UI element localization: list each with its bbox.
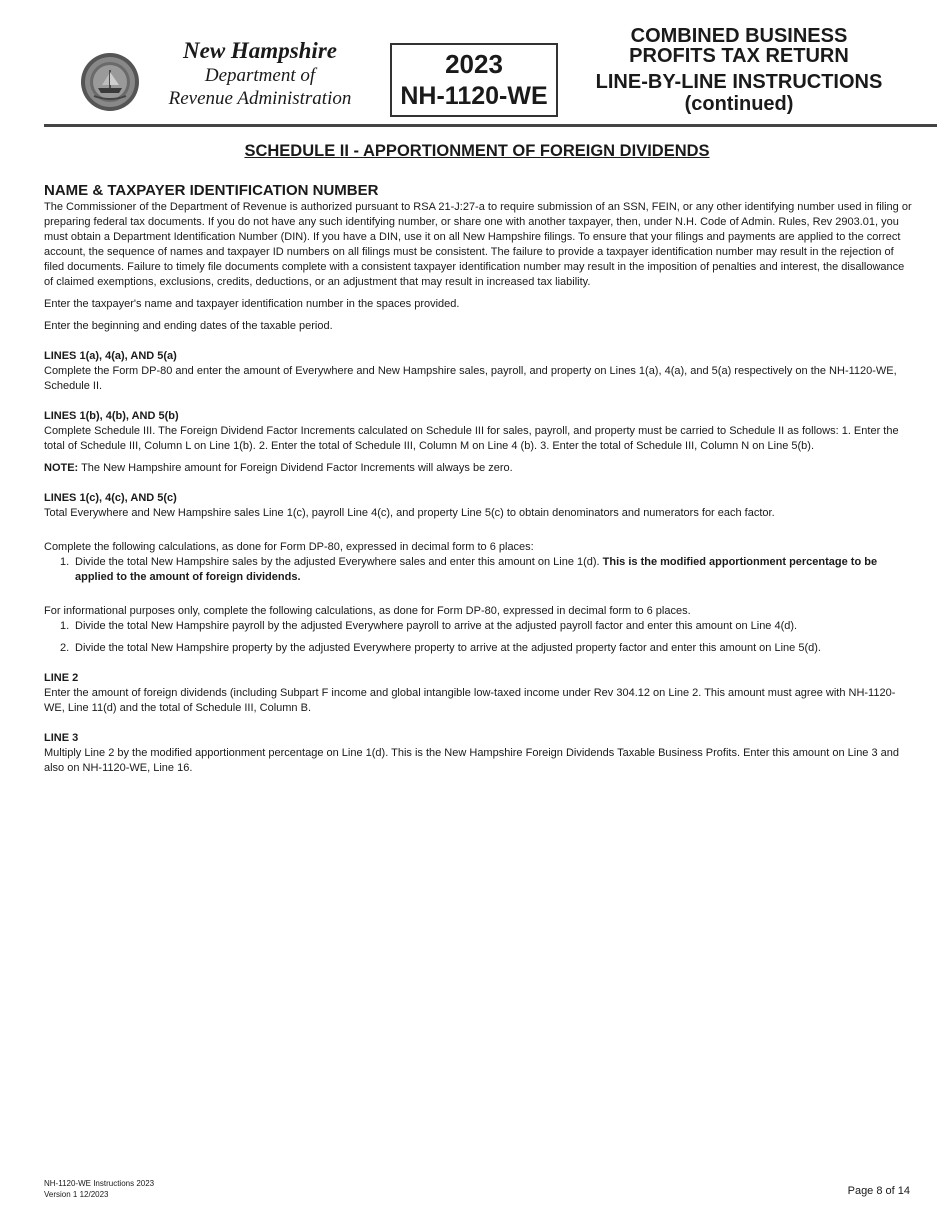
footer-doc-name: NH-1120-WE Instructions 2023 [44, 1179, 155, 1188]
form-number: NH-1120-WE [400, 82, 548, 110]
lines-1c-text: Total Everywhere and New Hampshire sales Line 1(c), payroll Line 4(c), and property Line 5(c) to obtain denominators and numerators for each factor. [44, 507, 775, 519]
title-line-1: COMBINED BUSINESS [630, 25, 848, 47]
list-item-text: Divide the total New Hampshire payroll by the adjusted Everywhere payroll to arrive at the adjusted payroll factor and enter this amount on Line 4(d). [75, 620, 798, 632]
name-section-paragraph: The Commissioner of the Department of Revenue is authorized pursuant to RSA 21-J:27-a to require submission of an SSN, FEIN, or any other identifying number used in filing or preparing federal tax documents. If you do not have any such identifying number, or share one with another taxpayer, then, under N.H. Code of Admin. Rules, Rev 2903.01, you must obtain a Department Identification Number (DIN). If you have a DIN, use it on all New Hampshire filings. To ensure that your filings and payments are applied to the correct account, the sequence of names and taxpayer ID numbers on all filings must be consistent. The failure to provide a taxpayer identification number may result in the rejection of filed documents. Failure to timely file documents complete with a consistent taxpayer identification number may result in the imposition of penalties and interest, the disallowance of claimed exemptions, exclusions, credits, deductions, or an adjustment that may result in increased tax liability. [44, 201, 912, 288]
lines-1a-text: Complete the Form DP-80 and enter the amount of Everywhere and New Hampshire sales, payroll, and property on Lines 1(a), 4(a), and 5(a) respectively on the NH-1120-WE, Schedule II. [44, 365, 897, 392]
info-intro: For informational purposes only, complete the following calculations, as done for Form DP-80, expressed in decimal form to 6 places. [44, 605, 691, 617]
state-seal-icon [80, 52, 140, 112]
lines-1b-text: Complete Schedule III. The Foreign Dividend Factor Increments calculated on Schedule III for sales, payroll, and property must be carried to Schedule II as follows: 1. Enter the total of Schedule III, Column L on Line 1(b). 2. Enter the total of Schedule III, Column M on Line 4 (b). 3. Enter the total of Schedule III, Column N on Line 5(b). [44, 425, 899, 452]
lines-1b-heading: LINES 1(b), 4(b), AND 5(b) [44, 410, 179, 422]
name-section-heading: NAME & TAXPAYER IDENTIFICATION NUMBER [44, 182, 379, 199]
period-instruction: Enter the beginning and ending dates of the taxable period. [44, 320, 333, 332]
department-line-2: Revenue Administration [168, 88, 352, 109]
list-item-number: 2. [60, 642, 70, 654]
form-id-box [390, 43, 558, 117]
list-item-bold-text: This is the modified apportionment percentage to be applied to the amount of foreign dividends. [75, 556, 878, 583]
department-line-1: Department of [204, 65, 316, 86]
list-item [44, 641, 912, 656]
line3-text: Multiply Line 2 by the modified apportionment percentage on Line 1(d). This is the New Hampshire Foreign Dividends Taxable Business Profits. Enter this amount on Line 3 and also on NH-1120-WE, Line 16. [44, 747, 900, 774]
instructions-body [44, 182, 912, 776]
lines-1c-heading: LINES 1(c), 4(c), AND 5(c) [44, 492, 177, 504]
list-item-number: 1. [60, 556, 70, 568]
note-label: NOTE: [44, 462, 79, 474]
state-name: New Hampshire [183, 38, 337, 63]
list-item [44, 555, 912, 585]
title-line-3: LINE-BY-LINE INSTRUCTIONS [595, 71, 883, 93]
footer-version: Version 1 12/2023 [44, 1190, 109, 1199]
schedule-title: SCHEDULE II - APPORTIONMENT OF FOREIGN DIVIDENDS [244, 142, 710, 160]
document-title [580, 26, 898, 115]
lines-1a-heading: LINES 1(a), 4(a), AND 5(a) [44, 350, 177, 362]
name-instruction: Enter the taxpayer's name and taxpayer identification number in the spaces provided. [44, 298, 460, 310]
header-divider [44, 124, 937, 127]
list-item-number: 1. [60, 620, 70, 632]
line3-heading: LINE 3 [44, 732, 79, 744]
page-number: Page 8 of 14 [847, 1185, 910, 1197]
note-paragraph [44, 461, 912, 476]
agency-name [150, 38, 370, 110]
list-item-text: Divide the total New Hampshire sales by the adjusted Everywhere sales and enter this amount on Line 1(d). [75, 556, 603, 568]
line2-text: Enter the amount of foreign dividends (including Subpart F income and global intangible low-taxed income under Rev 304.12 on Line 2. This amount must agree with NH-1120-WE, Line 11(d) and the total of Schedule III, Column B. [44, 687, 896, 714]
calc-intro: Complete the following calculations, as done for Form DP-80, expressed in decimal form to 6 places: [44, 541, 534, 553]
title-line-4: (continued) [684, 93, 794, 115]
footer-document-info [44, 1178, 154, 1200]
title-line-2: PROFITS TAX RETURN [629, 45, 849, 67]
note-text: The New Hampshire amount for Foreign Dividend Factor Increments will always be zero. [78, 462, 513, 474]
list-item [44, 619, 912, 634]
list-item-text: Divide the total New Hampshire property by the adjusted Everywhere property to arrive at the adjusted property factor and enter this amount on Line 5(d). [75, 642, 821, 654]
tax-year: 2023 [445, 49, 503, 79]
line2-heading: LINE 2 [44, 672, 79, 684]
